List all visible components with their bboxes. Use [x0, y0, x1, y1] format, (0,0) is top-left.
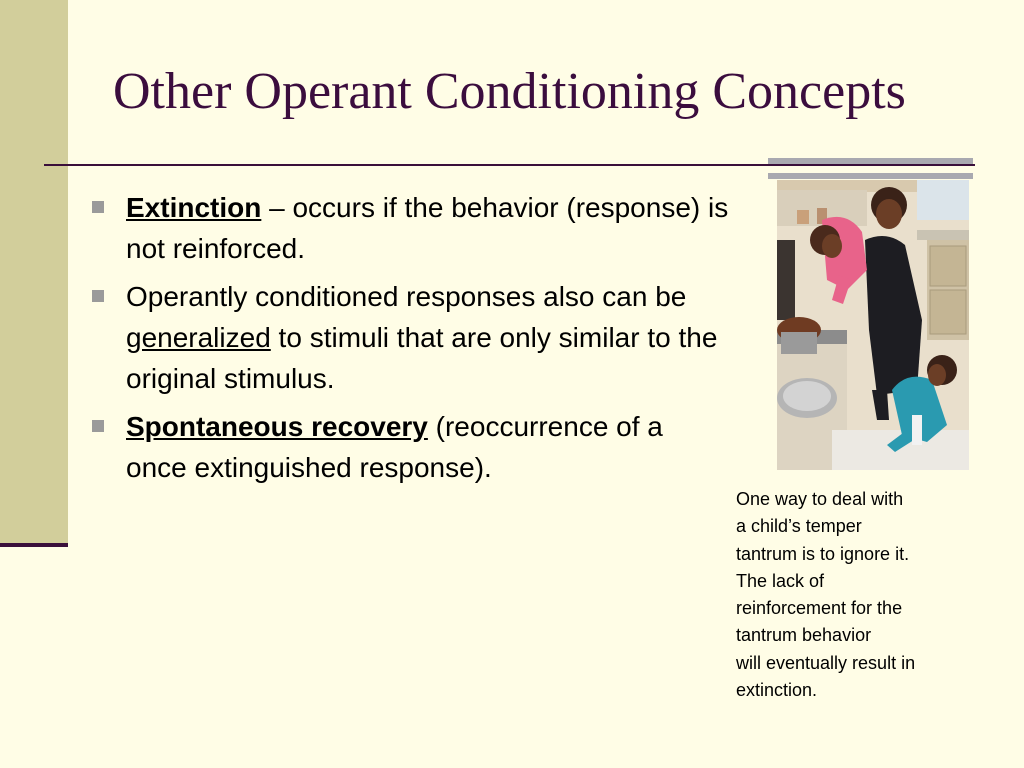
slide-title: Other Operant Conditioning Concepts	[113, 63, 906, 120]
caption-line: will eventually result in	[736, 652, 916, 673]
kitchen-tantrum-photo	[777, 180, 969, 470]
square-bullet-icon	[92, 290, 104, 302]
caption-line: One way to deal with	[736, 489, 904, 509]
bullet-extinction	[90, 187, 730, 269]
title-divider	[44, 164, 975, 166]
caption-line: tantrum behavior	[736, 625, 872, 646]
bullet-text: to stimuli that are only similar to the original stimulus.	[126, 322, 718, 394]
bullet-text: – occurs if the behavior (response) is not reinforced.	[126, 192, 729, 264]
square-bullet-icon	[92, 201, 104, 213]
term-spontaneous-recovery: Spontaneous recovery	[126, 411, 428, 442]
term-extinction: Extinction	[126, 192, 262, 223]
left-accent-band	[0, 0, 68, 544]
caption-line: reinforcement for the	[736, 598, 903, 619]
decorative-bar-bottom	[768, 173, 973, 179]
bullet-list	[90, 187, 730, 495]
bullet-text: Operantly conditioned responses also can be	[126, 281, 687, 312]
caption-line: extinction.	[736, 680, 818, 701]
caption-line: The lack of	[736, 570, 825, 591]
caption-line: tantrum is to ignore it.	[736, 543, 910, 564]
bullet-spontaneous-recovery	[90, 406, 730, 488]
caption-line: a child’s temper	[736, 516, 862, 537]
bullet-text: (reoccurrence of a once extinguished response).	[126, 411, 663, 483]
decorative-bar-top	[768, 158, 973, 164]
left-band-rule	[0, 543, 68, 547]
square-bullet-icon	[92, 420, 104, 432]
kitchen-scene-illustration	[777, 180, 969, 470]
photo-caption	[736, 486, 971, 704]
term-generalized: generalized	[126, 322, 271, 353]
bullet-generalization	[90, 276, 730, 399]
